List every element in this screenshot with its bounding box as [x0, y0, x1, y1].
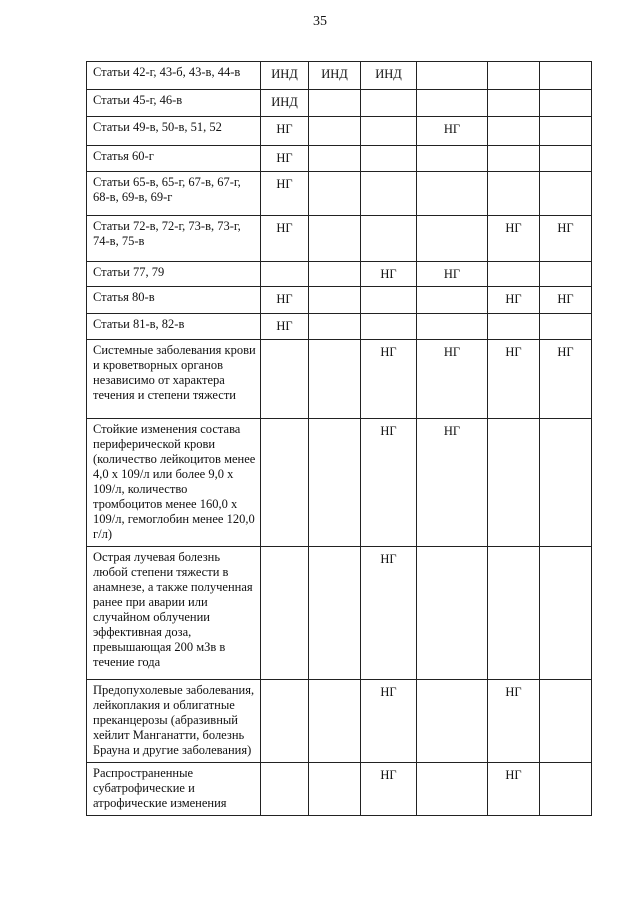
row-label: Распространенные субатрофические и атрофические изменения — [87, 763, 261, 816]
table-cell — [361, 216, 417, 262]
restrictions-table — [86, 61, 592, 816]
row-label: Статьи 81-в, 82-в — [87, 314, 261, 340]
table-cell — [488, 146, 540, 172]
table-cell — [417, 146, 488, 172]
table-row — [87, 763, 592, 816]
table-cell — [488, 419, 540, 547]
table-cell — [261, 680, 309, 763]
table-row — [87, 117, 592, 146]
table-row — [87, 146, 592, 172]
table-row — [87, 216, 592, 262]
table-cell — [540, 314, 592, 340]
table-cell: НГ — [540, 287, 592, 314]
table-cell — [309, 763, 361, 816]
table-cell — [361, 90, 417, 117]
table-cell: НГ — [361, 547, 417, 680]
table-cell — [540, 62, 592, 90]
table-cell: НГ — [261, 172, 309, 216]
table-cell: НГ — [261, 216, 309, 262]
table-cell — [540, 146, 592, 172]
table-cell — [309, 287, 361, 314]
table-row — [87, 314, 592, 340]
table-cell — [417, 62, 488, 90]
row-label: Статьи 49-в, 50-в, 51, 52 — [87, 117, 261, 146]
table-cell: НГ — [488, 287, 540, 314]
table-cell — [309, 419, 361, 547]
table-cell: ИНД — [261, 90, 309, 117]
table-cell — [488, 262, 540, 287]
table-cell: ИНД — [309, 62, 361, 90]
table-cell — [309, 262, 361, 287]
table-cell — [309, 117, 361, 146]
row-label: Предопухолевые заболевания, лейкоплакия и облигатные преканцерозы (абразивный хейлит Манганатти, болезнь Брауна и другие заболевания) — [87, 680, 261, 763]
table-cell — [417, 763, 488, 816]
table-cell — [417, 314, 488, 340]
table-cell — [417, 90, 488, 117]
table-cell — [417, 680, 488, 763]
table-body — [87, 62, 592, 816]
table-cell — [261, 763, 309, 816]
table-cell — [417, 547, 488, 680]
table-cell — [361, 287, 417, 314]
table-cell: НГ — [361, 680, 417, 763]
table-cell — [261, 262, 309, 287]
table-cell: НГ — [261, 117, 309, 146]
row-label: Статья 60-г — [87, 146, 261, 172]
row-label: Статья 80-в — [87, 287, 261, 314]
table-cell — [540, 262, 592, 287]
table-row — [87, 419, 592, 547]
table-cell — [417, 172, 488, 216]
row-label: Системные заболевания крови и кроветворных органов независимо от характера течения и степени тяжести — [87, 340, 261, 419]
table-cell — [309, 146, 361, 172]
table-cell: НГ — [417, 419, 488, 547]
table-row — [87, 262, 592, 287]
table-cell — [540, 172, 592, 216]
table-cell: НГ — [417, 340, 488, 419]
table-cell — [488, 90, 540, 117]
table-cell: НГ — [488, 340, 540, 419]
table-cell: НГ — [540, 216, 592, 262]
row-label: Статьи 45-г, 46-в — [87, 90, 261, 117]
table-row — [87, 547, 592, 680]
table-cell: НГ — [261, 314, 309, 340]
table-cell — [488, 117, 540, 146]
table-cell — [488, 62, 540, 90]
row-label: Острая лучевая болезнь любой степени тяжести в анамнезе, а также полученная ранее при аварии или случайном облучении эффективная доза, превышающая 200 мЗв в течение года — [87, 547, 261, 680]
table-row — [87, 680, 592, 763]
table-row — [87, 90, 592, 117]
table-cell — [540, 419, 592, 547]
table-cell — [540, 117, 592, 146]
table-cell: НГ — [361, 340, 417, 419]
table-cell: НГ — [540, 340, 592, 419]
table-cell: НГ — [361, 763, 417, 816]
table-cell — [488, 172, 540, 216]
table-cell — [309, 216, 361, 262]
table-cell — [361, 117, 417, 146]
table-cell — [417, 287, 488, 314]
table-cell: НГ — [361, 262, 417, 287]
table-cell: НГ — [261, 146, 309, 172]
row-label: Статьи 72-в, 72-г, 73-в, 73-г, 74-в, 75-в — [87, 216, 261, 262]
table-row — [87, 172, 592, 216]
table-cell — [488, 314, 540, 340]
table-cell — [261, 547, 309, 680]
row-label: Статьи 77, 79 — [87, 262, 261, 287]
table-cell: НГ — [417, 262, 488, 287]
table-cell: НГ — [361, 419, 417, 547]
table-cell: НГ — [417, 117, 488, 146]
table-cell — [417, 216, 488, 262]
table-cell — [488, 547, 540, 680]
table-cell — [309, 547, 361, 680]
table-cell — [309, 314, 361, 340]
table-cell: НГ — [488, 763, 540, 816]
table-cell: НГ — [488, 680, 540, 763]
table-cell — [361, 172, 417, 216]
table-cell — [309, 680, 361, 763]
table-cell: НГ — [488, 216, 540, 262]
table-row — [87, 340, 592, 419]
table-cell — [261, 419, 309, 547]
page-number: 35 — [313, 14, 327, 29]
table-cell — [309, 340, 361, 419]
row-label: Статьи 65-в, 65-г, 67-в, 67-г, 68-в, 69-в, 69-г — [87, 172, 261, 216]
table-cell — [261, 340, 309, 419]
row-label: Стойкие изменения состава периферической крови (количество лейкоцитов менее 4,0 х 109/л или более 9,0 х 109/л, количество тромбоцитов менее 160,0 х 109/л, гемоглобин менее 120,0 г/л) — [87, 419, 261, 547]
table-cell — [540, 680, 592, 763]
table-cell — [361, 314, 417, 340]
table-row — [87, 287, 592, 314]
table-cell: НГ — [261, 287, 309, 314]
table-cell — [309, 172, 361, 216]
table-cell — [309, 90, 361, 117]
table-cell: ИНД — [261, 62, 309, 90]
table-row — [87, 62, 592, 90]
table-cell — [540, 547, 592, 680]
table-cell: ИНД — [361, 62, 417, 90]
table-cell — [361, 146, 417, 172]
table-cell — [540, 763, 592, 816]
row-label: Статьи 42-г, 43-б, 43-в, 44-в — [87, 62, 261, 90]
table-cell — [540, 90, 592, 117]
